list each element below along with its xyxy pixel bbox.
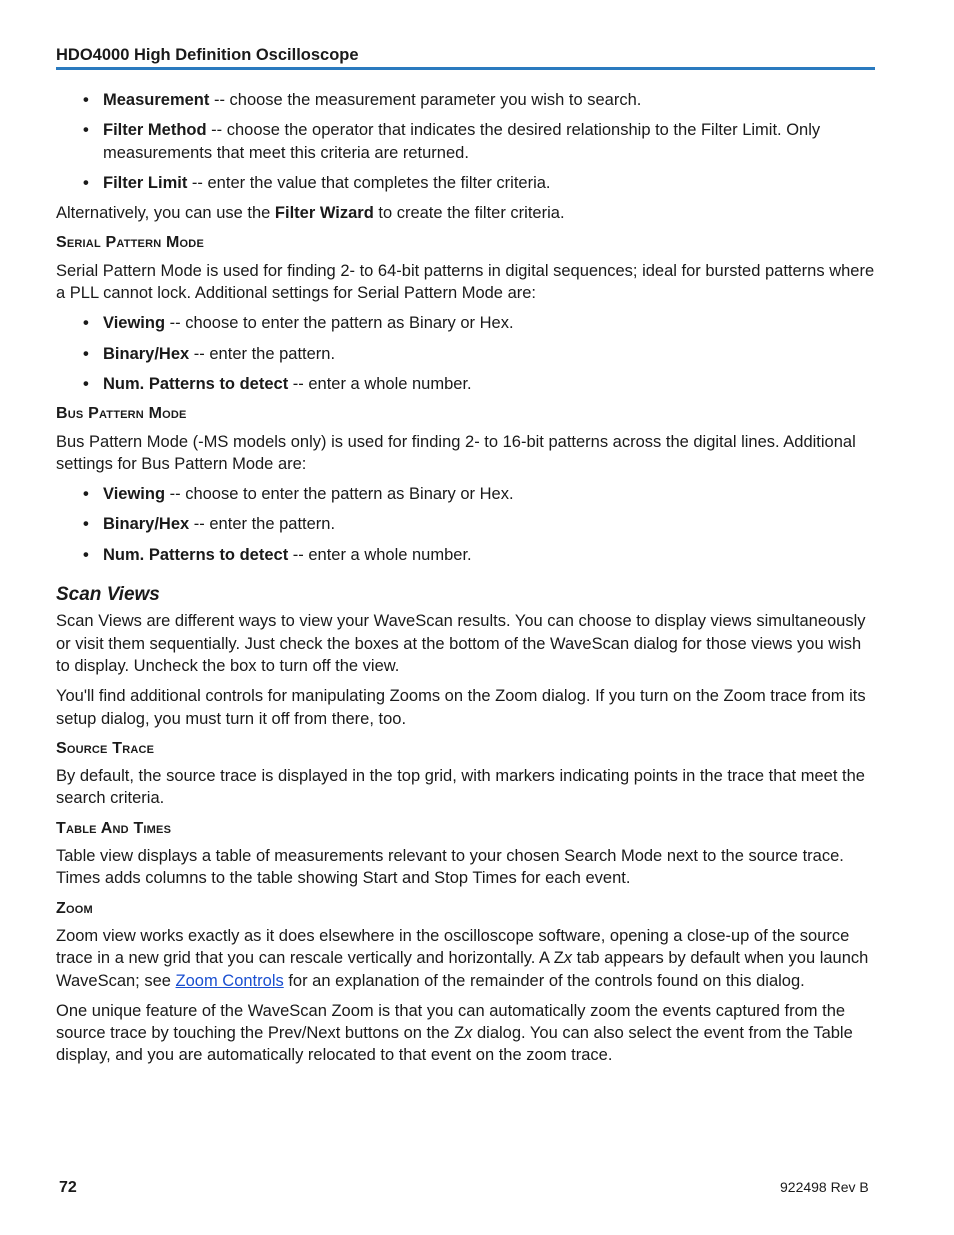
filter-bullet-list [56,89,878,194]
page-number: 72 [59,1179,77,1196]
scan-views-paragraph-2: You'll find additional controls for manipulating Zooms on the Zoom dialog. If you turn on the Zoom trace from its setup dialog, you must turn it off from there, too. [56,687,866,728]
zoom-paragraph-2: One unique feature of the WaveScan Zoom is that you can automatically zoom the events captured from the source trace by touching the Prev/Next buttons on the Zx dialog. You can also select the event from the Table display, and you are automatically relocated to that event on the zoom trace. [56,1001,853,1065]
source-trace-paragraph: By default, the source trace is displayed in the top grid, with markers indicating points in the trace that meet the search criteria. [56,767,865,808]
list-item: • Viewing -- choose to enter the pattern as Binary or Hex. [56,483,878,505]
scan-views-paragraph-1: Scan Views are different ways to view your WaveScan results. You can choose to display views simultaneously or visit them sequentially. Just check the boxes at the bottom of the WaveScan dialog for those views you wish to display. Uncheck the box to turn off the view. [56,612,866,675]
list-item: • Viewing -- choose to enter the pattern as Binary or Hex. [56,312,878,334]
serial-pattern-intro: Serial Pattern Mode is used for finding 2- to 64-bit patterns in digital sequences; ideal for bursted patterns where a PLL cannot lock. Additional settings for Serial Pattern Mode are: [56,261,875,303]
list-item: • Num. Patterns to detect -- enter a whole number. [56,544,878,566]
page-content [56,89,878,1075]
scan-views-heading: Scan Views [56,584,160,606]
filter-wizard-paragraph: Alternatively, you can use the Filter Wizard to create the filter criteria. [56,204,565,223]
table-times-heading: Table And Times [56,819,172,837]
list-item: • Measurement -- choose the measurement parameter you wish to search. [56,89,878,111]
table-times-paragraph: Table view displays a table of measurements relevant to your chosen Search Mode next to the source trace. Times adds columns to the table showing Start and Stop Times for each event. [56,847,844,888]
bus-pattern-heading: Bus Pattern Mode [56,405,187,423]
document-revision: 922498 Rev B [780,1179,869,1195]
list-item: • Filter Limit -- enter the value that completes the filter criteria. [56,172,878,194]
source-trace-heading: Source Trace [56,739,155,757]
serial-pattern-heading: Serial Pattern Mode [56,234,204,252]
zoom-controls-link[interactable]: Zoom Controls [175,971,284,990]
bus-bullet-list [56,483,878,566]
list-item: • Num. Patterns to detect -- enter a whole number. [56,373,878,395]
bus-pattern-intro: Bus Pattern Mode (-MS models only) is used for finding 2- to 16-bit patterns across the digital lines. Additional settings for Bus Pattern Mode are: [56,432,856,473]
serial-bullet-list [56,312,878,395]
running-header: HDO4000 High Definition Oscilloscope [56,44,875,70]
zoom-heading: Zoom [56,899,93,917]
list-item: • Filter Method -- choose the operator that indicates the desired relationship to the Filter Limit. Only measurements that meet this criteria are returned. [56,119,878,164]
list-item: • Binary/Hex -- enter the pattern. [56,513,878,535]
list-item: • Binary/Hex -- enter the pattern. [56,343,878,365]
zoom-paragraph-1: Zoom view works exactly as it does elsewhere in the oscilloscope software, opening a close-up of the source trace in a new grid that you can rescale vertically and horizontally. A Zx tab appears by default when you launch WaveScan; see Zoom Controls for an explanation of the remainder of the controls found on this dialog. [56,926,869,990]
